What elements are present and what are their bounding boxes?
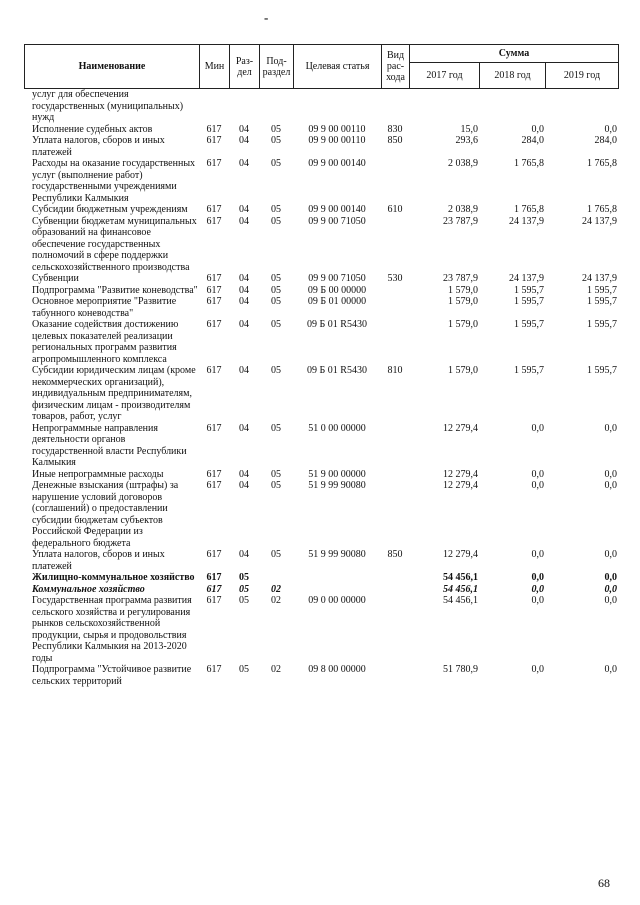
row-vid — [381, 584, 409, 596]
row-podrazdel: 05 — [271, 284, 281, 296]
row-min: 617 — [206, 549, 222, 560]
header-year-2017: 2017 год — [410, 63, 480, 89]
row-name: Субвенции бюджетам муниципальных образований на финансовое обеспечение государственных полномочий в сфере поддержки сельскохозяйственного производства — [32, 215, 197, 273]
header-min: Мин — [200, 45, 230, 89]
row-target: 09 9 00 00110 — [308, 135, 366, 146]
row-vid — [381, 319, 409, 365]
row-sum-2019 — [545, 89, 618, 124]
row-sum-2017: 54 456,1 — [443, 572, 478, 583]
table-row — [24, 135, 618, 158]
row-sum-2018: 0,0 — [531, 468, 544, 480]
row-sum-2019: 0,0 — [604, 480, 617, 491]
row-sum-2018: 0,0 — [531, 549, 544, 560]
row-sum-2017: 23 787,9 — [443, 273, 478, 284]
row-min: 617 — [206, 480, 222, 491]
row-podrazdel: 05 — [271, 204, 281, 215]
row-name: Расходы на оказание государственных услуг (выполнение работ) государственными учреждениями Республики Калмыкия — [32, 158, 196, 204]
row-vid: 830 — [387, 123, 403, 135]
row-sum-2017: 2 038,9 — [448, 158, 478, 169]
row-razdel: 04 — [239, 296, 249, 307]
row-target: 09 Б 01 R5430 — [307, 319, 367, 330]
table-row — [24, 216, 618, 274]
row-sum-2017: 293,6 — [455, 135, 478, 146]
row-min: 617 — [206, 595, 222, 606]
row-target: 51 0 00 00000 — [308, 422, 366, 434]
row-min: 617 — [206, 284, 222, 296]
row-vid: 850 — [387, 549, 403, 560]
row-razdel: 05 — [239, 583, 249, 595]
header-vid: Вид рас-хода — [382, 45, 410, 89]
row-target: 09 Б 01 00000 — [307, 296, 367, 307]
table-row — [24, 664, 618, 687]
row-name: Непрограммные направления деятельности органов государственной власти Республики Калмыкия — [32, 422, 187, 468]
row-min: 617 — [206, 468, 222, 480]
table-row — [24, 572, 618, 584]
row-min: 617 — [206, 204, 222, 215]
row-podrazdel: 05 — [271, 215, 281, 227]
row-vid — [381, 469, 409, 481]
row-podrazdel: 05 — [271, 158, 281, 169]
table-body — [24, 89, 618, 687]
row-target — [293, 584, 381, 596]
row-vid — [381, 572, 409, 584]
row-razdel: 04 — [239, 549, 249, 560]
row-podrazdel: 05 — [271, 296, 281, 307]
header-name: Наименование — [25, 45, 200, 89]
row-sum-2018: 24 137,9 — [509, 273, 544, 284]
row-target: 09 9 00 00140 — [308, 204, 366, 215]
row-sum-2019: 1 595,7 — [587, 284, 617, 296]
header-razdel: Раз-дел — [230, 45, 260, 89]
row-podrazdel: 02 — [271, 595, 281, 606]
row-vid — [381, 595, 409, 664]
row-sum-2018: 0,0 — [531, 583, 544, 595]
row-target — [293, 572, 381, 584]
table-row — [24, 584, 618, 596]
header-year-2019: 2019 год — [546, 63, 619, 89]
budget-table — [24, 44, 618, 687]
row-name: Коммунальное хозяйство — [32, 583, 145, 595]
row-vid: 850 — [387, 135, 403, 146]
row-sum-2017: 51 780,9 — [443, 664, 478, 675]
header-target: Целевая статья — [294, 45, 382, 89]
row-vid: 530 — [387, 273, 403, 284]
row-target: 09 0 00 00000 — [308, 595, 366, 606]
row-target: 51 9 99 90080 — [308, 480, 366, 491]
row-vid — [381, 423, 409, 469]
row-razdel: 04 — [239, 365, 249, 376]
row-vid — [381, 664, 409, 687]
row-podrazdel — [259, 572, 293, 584]
row-vid — [381, 480, 409, 549]
row-name: Оказание содействия достижению целевых показателей реализации региональных программ развития агропромышленного комплекса — [32, 319, 179, 365]
row-name: Субсидии бюджетным учреждениям — [32, 204, 188, 215]
row-target: 09 Б 01 R5430 — [307, 365, 367, 376]
row-razdel: 04 — [239, 319, 249, 330]
row-sum-2019: 0,0 — [604, 422, 617, 434]
row-sum-2019: 0,0 — [604, 468, 617, 480]
row-target: 09 9 00 00140 — [308, 158, 366, 169]
row-target: 51 9 99 90080 — [308, 549, 366, 560]
row-sum-2017: 12 279,4 — [443, 468, 478, 480]
row-podrazdel: 05 — [271, 480, 281, 491]
table-row — [24, 158, 618, 204]
row-name: Субсидии юридическим лицам (кроме некоммерческих организаций), индивидуальным предпринимателям, физическим лицам - производителям товаров, работ, услуг — [32, 365, 196, 422]
table-row — [24, 423, 618, 469]
row-min: 617 — [206, 123, 222, 135]
row-razdel: 04 — [239, 135, 249, 146]
row-name: Уплата налогов, сборов и иных платежей — [32, 135, 165, 158]
row-sum-2017: 54 456,1 — [443, 583, 478, 595]
row-min: 617 — [206, 572, 222, 583]
row-sum-2018: 0,0 — [531, 664, 544, 675]
row-min: 617 — [206, 422, 222, 434]
row-sum-2018 — [479, 89, 545, 124]
table-row — [24, 89, 618, 124]
row-target: 09 9 00 71050 — [308, 273, 366, 284]
row-min: 617 — [206, 319, 222, 330]
row-target: 09 8 00 00000 — [308, 664, 366, 675]
row-target: 09 Б 00 00000 — [307, 284, 367, 296]
row-sum-2018: 0,0 — [531, 123, 544, 135]
row-razdel: 04 — [239, 123, 249, 135]
table-row — [24, 273, 618, 285]
row-min: 617 — [206, 135, 222, 146]
row-name: Иные непрограммные расходы — [32, 468, 164, 480]
row-podrazdel: 05 — [271, 365, 281, 376]
row-podrazdel: 05 — [271, 273, 281, 284]
table-row — [24, 365, 618, 423]
row-vid — [381, 285, 409, 297]
row-sum-2018: 1 595,7 — [514, 296, 544, 307]
row-sum-2018: 1 765,8 — [514, 158, 544, 169]
row-target: 51 9 00 00000 — [308, 468, 366, 480]
row-sum-2017: 1 579,0 — [448, 284, 478, 296]
row-sum-2019: 24 137,9 — [582, 215, 617, 227]
row-podrazdel: 05 — [271, 468, 281, 480]
row-target: 09 9 00 71050 — [308, 215, 366, 227]
row-name: Основное мероприятие "Развитие табунного коневодства" — [32, 296, 177, 319]
row-razdel: 04 — [239, 422, 249, 434]
row-razdel: 04 — [239, 158, 249, 169]
row-sum-2017: 1 579,0 — [448, 365, 478, 376]
row-sum-2018: 1 595,7 — [514, 365, 544, 376]
row-sum-2018: 1 595,7 — [514, 319, 544, 330]
table-row — [24, 285, 618, 297]
row-name: Уплата налогов, сборов и иных платежей — [32, 549, 165, 572]
row-name: Подпрограмма "Устойчивое развитие сельских территорий — [32, 664, 192, 687]
row-name: Субвенции — [32, 273, 79, 284]
table-row — [24, 319, 618, 365]
row-vid — [381, 216, 409, 274]
row-name: Подпрограмма "Развитие коневодства" — [32, 284, 198, 296]
row-min: 617 — [206, 664, 222, 675]
row-sum-2019: 1 595,7 — [587, 319, 617, 330]
row-podrazdel: 05 — [271, 123, 281, 135]
row-sum-2019: 0,0 — [604, 123, 617, 135]
row-razdel: 04 — [239, 480, 249, 491]
row-razdel: 05 — [239, 595, 249, 606]
row-razdel: 04 — [239, 215, 249, 227]
table-row — [24, 124, 618, 136]
row-sum-2018: 0,0 — [531, 595, 544, 606]
header-sum: Сумма — [410, 45, 619, 63]
row-sum-2019: 0,0 — [604, 664, 617, 675]
row-sum-2018: 1 595,7 — [514, 284, 544, 296]
row-sum-2019: 1 765,8 — [587, 158, 617, 169]
row-sum-2019: 284,0 — [594, 135, 617, 146]
row-sum-2017: 1 579,0 — [448, 296, 478, 307]
row-sum-2017: 15,0 — [460, 123, 478, 135]
row-sum-2017: 54 456,1 — [443, 595, 478, 606]
row-sum-2018: 0,0 — [531, 572, 544, 583]
row-sum-2017: 12 279,4 — [443, 480, 478, 491]
row-min: 617 — [206, 158, 222, 169]
header-year-2018: 2018 год — [480, 63, 546, 89]
row-name: услуг для обеспечения государственных (муниципальных) нужд — [32, 89, 184, 123]
page-number: 68 — [598, 876, 610, 890]
row-sum-2019: 1 595,7 — [587, 296, 617, 307]
row-sum-2019: 0,0 — [604, 595, 617, 606]
row-sum-2017 — [409, 89, 479, 124]
row-min: 617 — [206, 215, 222, 227]
table-row — [24, 595, 618, 664]
row-target — [293, 89, 381, 124]
table-row — [24, 469, 618, 481]
row-podrazdel: 05 — [271, 135, 281, 146]
row-vid: 810 — [387, 365, 403, 376]
row-sum-2019: 0,0 — [604, 572, 617, 583]
row-sum-2017: 12 279,4 — [443, 549, 478, 560]
row-min — [199, 89, 229, 124]
row-vid: 610 — [387, 204, 403, 215]
row-name: Денежные взыскания (штрафы) за нарушение условий договоров (соглашений) о предоставлении субсидии бюджетам субъектов Российской Федерации из федерального бюджета — [32, 480, 179, 549]
row-podrazdel: 02 — [271, 664, 281, 675]
row-sum-2019: 1 595,7 — [587, 365, 617, 376]
row-sum-2018: 0,0 — [531, 422, 544, 434]
row-sum-2019: 0,0 — [604, 549, 617, 560]
table-header — [24, 44, 619, 89]
row-min: 617 — [206, 365, 222, 376]
row-vid — [381, 296, 409, 319]
row-razdel: 04 — [239, 468, 249, 480]
table-row — [24, 296, 618, 319]
table-row — [24, 549, 618, 572]
row-razdel: 04 — [239, 284, 249, 296]
top-mark: - — [264, 10, 269, 25]
row-min: 617 — [206, 583, 222, 595]
row-min: 617 — [206, 296, 222, 307]
row-sum-2018: 0,0 — [531, 480, 544, 491]
row-razdel: 04 — [239, 273, 249, 284]
row-target: 09 9 00 00110 — [308, 123, 366, 135]
row-name: Государственная программа развития сельского хозяйства и регулирования рынков сельскохозяйственной продукции, сырья и продовольствия Республики Калмыкия на 2013-2020 годы — [32, 595, 192, 664]
row-razdel — [229, 89, 259, 124]
row-sum-2017: 1 579,0 — [448, 319, 478, 330]
row-sum-2019: 1 765,8 — [587, 204, 617, 215]
header-podrazdel: Под-раздел — [260, 45, 294, 89]
row-sum-2018: 24 137,9 — [509, 215, 544, 227]
row-razdel: 05 — [239, 664, 249, 675]
row-razdel: 05 — [239, 572, 249, 583]
row-vid — [381, 89, 409, 124]
table-row — [24, 480, 618, 549]
table-row — [24, 204, 618, 216]
row-podrazdel: 02 — [271, 583, 281, 595]
row-vid — [381, 158, 409, 204]
row-sum-2017: 2 038,9 — [448, 204, 478, 215]
row-podrazdel: 05 — [271, 549, 281, 560]
row-min: 617 — [206, 273, 222, 284]
row-podrazdel — [259, 89, 293, 124]
row-razdel: 04 — [239, 204, 249, 215]
row-podrazdel: 05 — [271, 319, 281, 330]
row-name: Исполнение судебных актов — [32, 123, 153, 135]
row-sum-2017: 12 279,4 — [443, 422, 478, 434]
row-sum-2019: 24 137,9 — [582, 273, 617, 284]
row-name: Жилищно-коммунальное хозяйство — [32, 572, 195, 583]
row-podrazdel: 05 — [271, 422, 281, 434]
row-sum-2017: 23 787,9 — [443, 215, 478, 227]
row-sum-2018: 284,0 — [521, 135, 544, 146]
row-sum-2019: 0,0 — [604, 583, 617, 595]
row-sum-2018: 1 765,8 — [514, 204, 544, 215]
